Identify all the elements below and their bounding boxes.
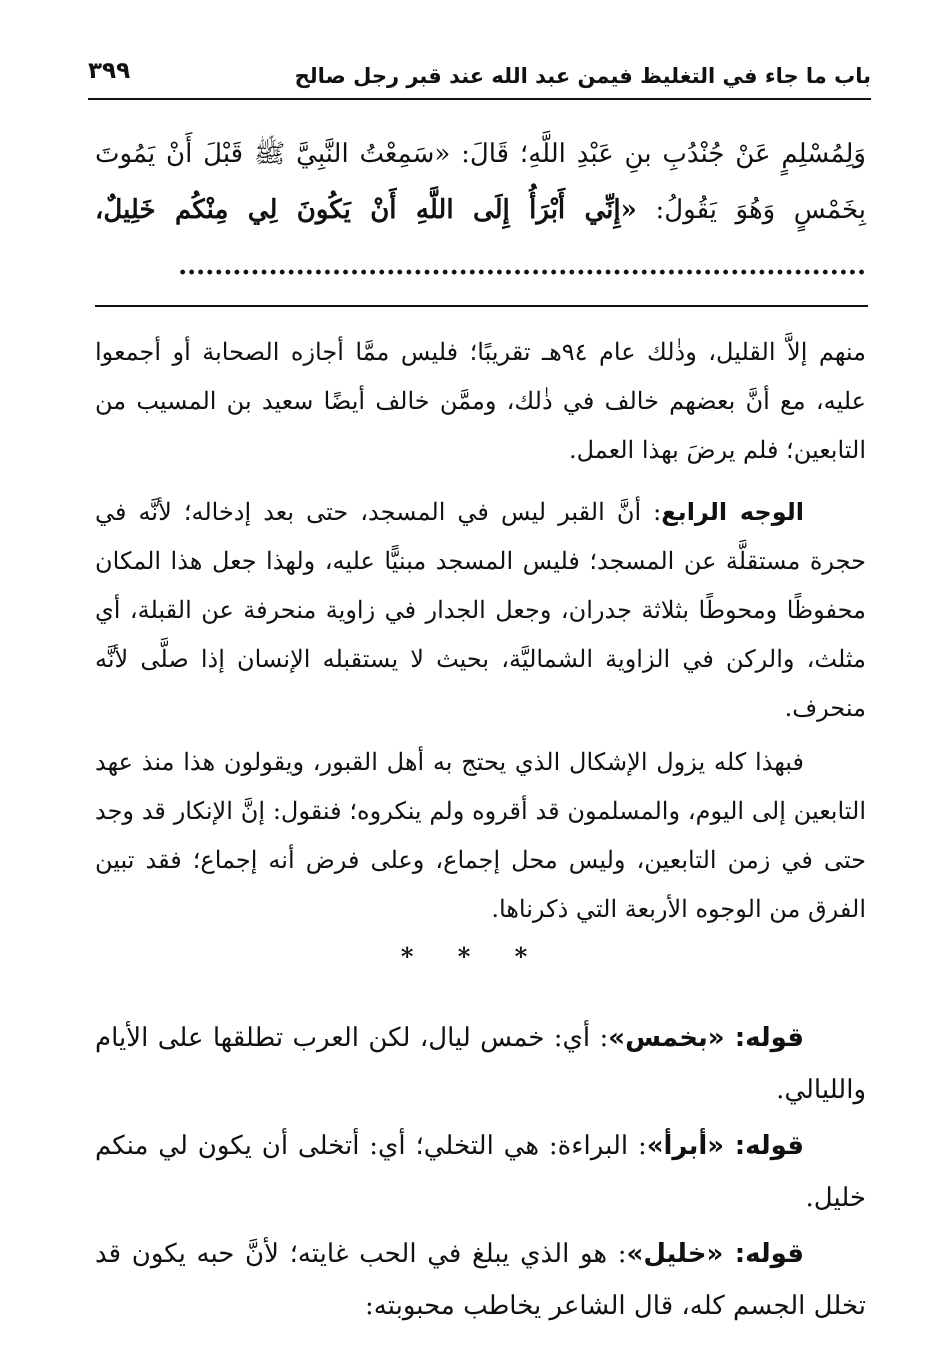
page-number: ٣٩٩ xyxy=(88,58,131,84)
paragraph-3 xyxy=(95,738,866,934)
running-header xyxy=(88,52,871,100)
paragraph-1: منهم إلاَّ القليل، وذٰلك عام ٩٤هـ تقريبًا؛ فليس ممَّا أجازه الصحابة أو أجمعوا عليه، مع أنَّ بعضهم خالف في ذٰلك، وممَّن خالف أيضًا سعيد بن المسيب من التابعين؛ فلم يرضَ بهذا العمل. xyxy=(95,338,866,464)
chapter-title: باب ما جاء في التغليظ فيمن عبد الله عند قبر رجل صالح xyxy=(294,64,871,88)
paragraph-3-body: فبهذا كله يزول الإشكال الذي يحتج به أهل القبور، ويقولون هذا منذ عهد التابعين إلى اليوم، والمسلمون قد أقروه ولم ينكروه؛ فنقول: إنَّ الإنكار قد وجد حتى في زمن التابعين، وليس محل إجماع، وعلى فرض أنه إجماع؛ فقد تبين الفرق من الوجوه الأربعة التي ذكرناها. xyxy=(95,748,866,923)
commentary-khalil xyxy=(95,1228,866,1332)
commentary-khams xyxy=(95,1012,866,1116)
paragraph-fourth-aspect xyxy=(95,488,866,733)
commentary-abra xyxy=(95,1120,866,1224)
commentary-khalil-lead: قوله: «خليل» xyxy=(626,1239,804,1269)
section-separator: * * * xyxy=(400,942,546,971)
commentary-abra-lead: قوله: «أبرأ» xyxy=(646,1131,804,1161)
hadith-quote: «إِنِّي أَبْرَأُ إِلَى اللَّهِ أَنْ يَكُونَ لِي مِنْكُم خَلِيلٌ، xyxy=(95,195,637,225)
hadith-intro: وَلِمُسْلِمٍ عَنْ جُنْدُبِ بنِ عَبْدِ اللَّهِ؛ قَالَ: «سَمِعْتُ النَّبِيَّ ﷺ قَبْلَ أَنْ يَمُوتَ بِخَمْسٍ وَهُوَ يَقُولُ: xyxy=(95,139,867,225)
paragraph-2-lead: الوجه الرابع xyxy=(661,498,805,526)
commentary-khams-lead: قوله: «بخمس» xyxy=(608,1023,804,1053)
commentary-abra-body: : البراءة: هي التخلي؛ أي: أتخلى أن يكون لي منكم خليل. xyxy=(95,1131,866,1213)
commentary-khams-body: : أي: خمس ليال، لكن العرب تطلقها على الأيام والليالي. xyxy=(95,1023,866,1105)
hadith-dots: ............................................................................ xyxy=(178,251,866,281)
hadith-text xyxy=(95,126,866,294)
commentary-khalil-body: : هو الذي يبلغ في الحب غايته؛ لأنَّ حبه يكون قد تخلل الجسم كله، قال الشاعر يخاطب محبوبته: xyxy=(95,1239,866,1321)
paragraph-2-body: : أنَّ القبر ليس في المسجد، حتى بعد إدخاله؛ لأنَّه في حجرة مستقلَّة عن المسجد؛ فليس المسجد مبنيًّا عليه، ولهذا جعل هذا المكان محفوظًا ومحوطًا بثلاثة جدران، وجعل الجدار في زاوية منحرفة عن القبلة، أي مثلث، والركن في الزاوية الشماليَّة، بحيث لا يستقبله الإنسان إذا صلَّى لأنَّه منحرف. xyxy=(95,498,866,722)
hadith-divider xyxy=(95,305,868,307)
